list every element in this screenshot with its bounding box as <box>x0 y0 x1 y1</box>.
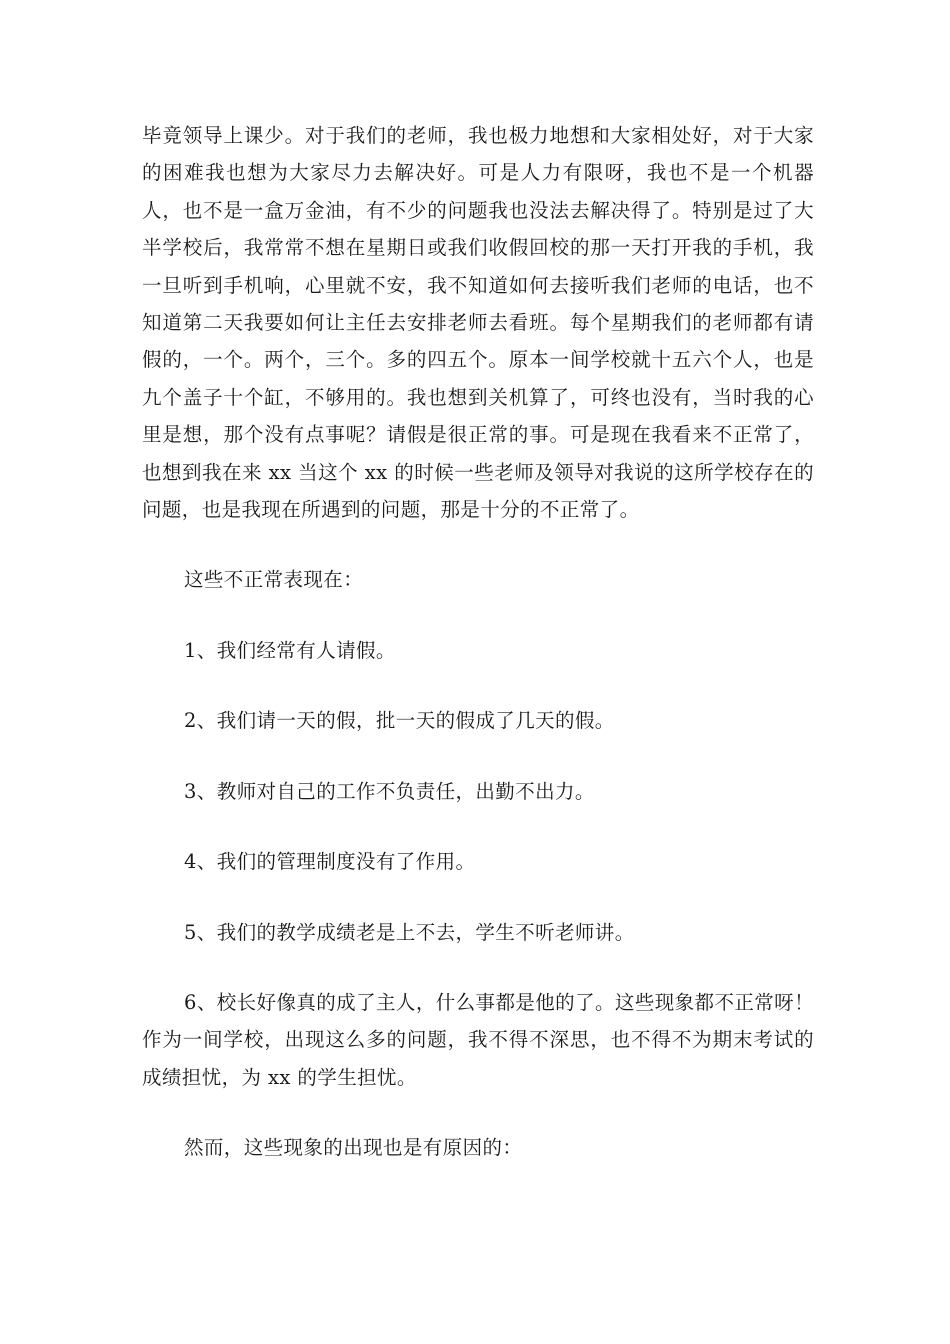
paragraph-spacer <box>142 599 814 632</box>
list-item-1: 1、我们经常有人请假。 <box>184 638 396 662</box>
list-item-5: 5、我们的教学成绩老是上不去，学生不听老师讲。 <box>184 920 635 944</box>
body-paragraph: 毕竟领导上课少。对于我们的老师，我也极力地想和大家相处好，对于大家的困难我也想为大家尽力去解决好。可是人力有限呀，我也不是一个机器人，也不是一盒万金油，有不少的问题我也没法去解决得了。特别是过了大半学校后，我常常不想在星期日或我们收假回校的那一天打开我的手机，我一旦听到手机响，心里就不安，我不知道如何去接听我们老师的电话，也不知道第二天我要如何让主任去安排老师去看班。每个星期我们的老师都有请假的，一个。两个，三个。多的四五个。原本一间学校就十五六个人，也是九个盖子十个缸，不够用的。我也想到关机算了，可终也没有，当时我的心里是想，那个没有点事呢？请假是很正常的事。可是现在我看来不正常了，也想到我在来 xx 当这个 xx 的时候一些老师及领导对我说的这所学校存在的问题，也是我现在所遇到的问题，那是十分的不正常了。 <box>142 124 814 522</box>
list-item-6: 6、校长好像真的成了主人，什么事都是他的了。这些现象都不正常呀！作为一间学校，出现这么多的问题，我不得不深思，也不得不为期末考试的成绩担忧，为 xx 的学生担忧。 <box>142 990 814 1089</box>
closing-lead-paragraph: 然而，这些现象的出现也是有原因的： <box>184 1136 523 1160</box>
list-item-3: 3、教师对自己的工作不负责任，出勤不出力。 <box>184 779 595 803</box>
document-body <box>142 117 814 1167</box>
paragraph-spacer <box>142 1096 814 1129</box>
paragraph-spacer <box>142 740 814 773</box>
list-item-2: 2、我们请一天的假，批一天的假成了几天的假。 <box>184 709 615 733</box>
paragraph-spacer <box>142 951 814 984</box>
paragraph-spacer <box>142 669 814 702</box>
paragraph-spacer <box>142 881 814 914</box>
paragraph-spacer <box>142 810 814 843</box>
list-item-4: 4、我们的管理制度没有了作用。 <box>184 850 476 874</box>
paragraph-spacer <box>142 528 814 561</box>
section-lead-paragraph: 这些不正常表现在： <box>184 568 364 592</box>
